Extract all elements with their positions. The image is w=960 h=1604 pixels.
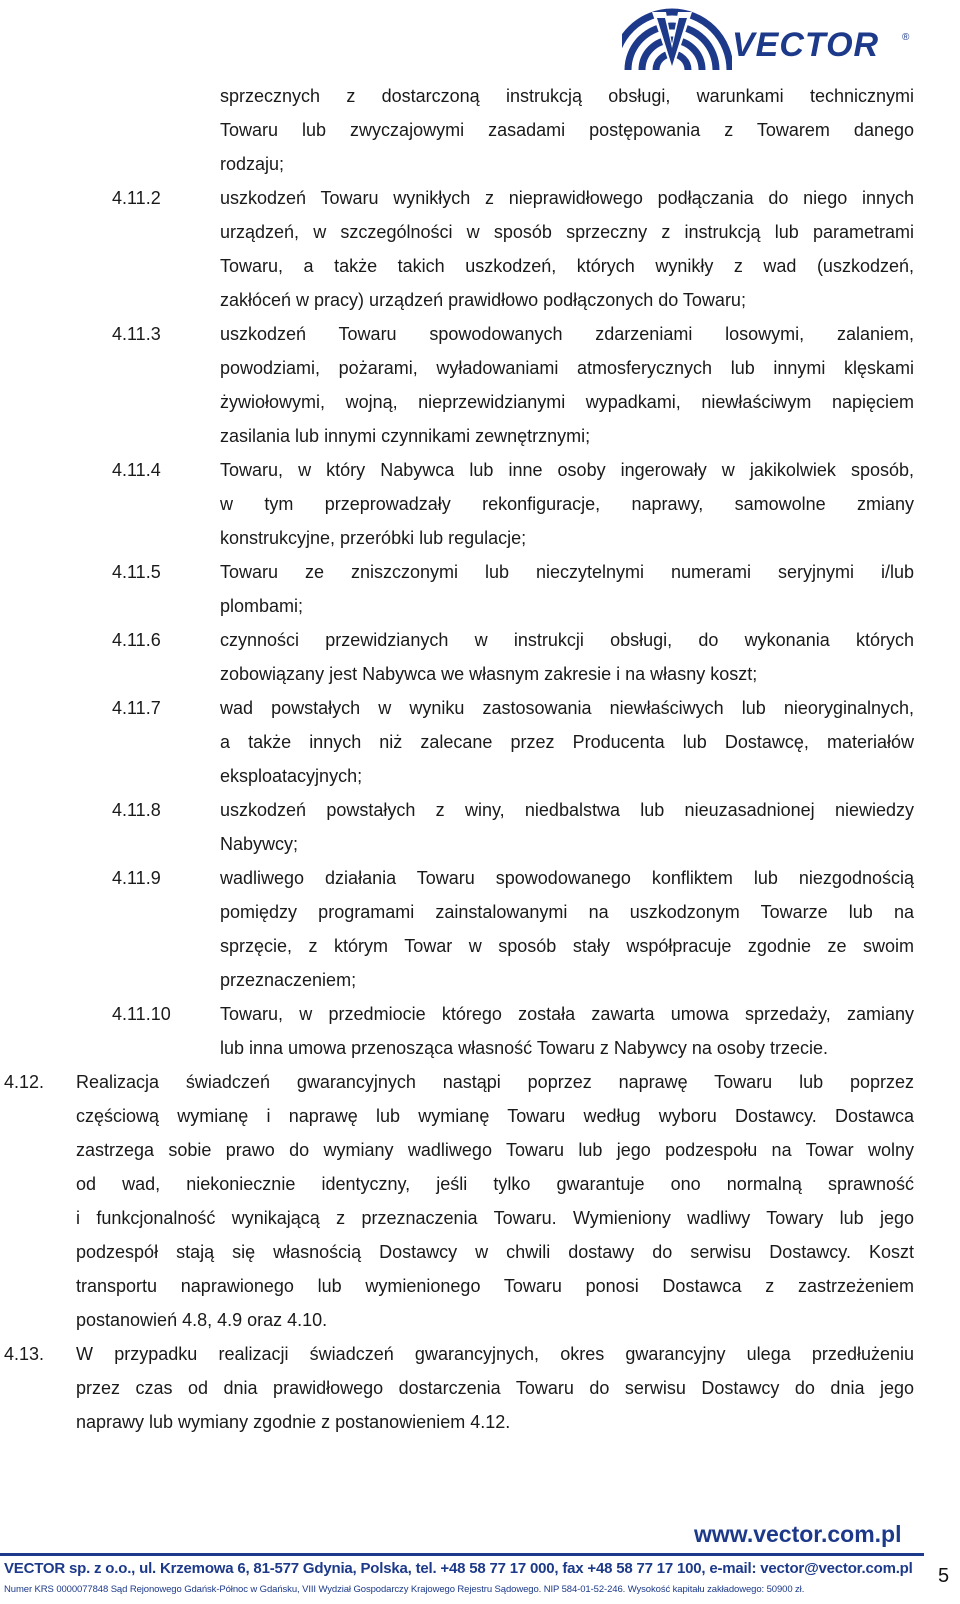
text-line: W przypadku realizacji świadczeń gwarancyjnych, okres gwarancyjny ulega przedłużeniu — [76, 1344, 914, 1364]
text-line: czynności przewidzianych w instrukcji obsługi, do wykonania których — [220, 630, 914, 650]
text-line: sprzęcie, z którym Towar w sposób stały współpracuje zgodnie ze swoim — [220, 936, 914, 956]
item-number: 4.12. — [4, 1072, 45, 1092]
text-line: lub inna umowa przenosząca własność Towaru z Nabywcy na osoby trzecie. — [220, 1038, 828, 1058]
text-line: eksploatacyjnych; — [220, 766, 363, 786]
item-number: 4.11.10 — [112, 1004, 171, 1024]
text-line: powodziami, pożarami, wyładowaniami atmosferycznych lub innymi klęskami — [220, 358, 914, 378]
item-number: 4.11.6 — [112, 630, 161, 650]
footer-company-address: VECTOR sp. z o.o., ul. Krzemowa 6, 81-577 Gdynia, Polska, tel. +48 58 77 17 000, fax +48 58 77 17 100, e-mail: vector@vector.com.pl — [4, 1560, 913, 1577]
item-number: 4.11.3 — [112, 324, 161, 344]
text-line: Towaru, w przedmiocie którego została zawarta umowa sprzedaży, zamiany — [220, 1004, 914, 1024]
text-line: częściową wymianę i naprawę lub wymianę Towaru według wyboru Dostawcy. Dostawca — [76, 1106, 914, 1126]
footer-registration-info: Numer KRS 0000077848 Sąd Rejonowego Gdańsk-Północ w Gdańsku, VIII Wydział Gospodarczy Krajowego Rejestru Sądowego. NIP 584-01-52-246. Wysokość kapitału zakładowego: 50900 zł. — [4, 1584, 805, 1595]
text-line: przez czas od dnia prawidłowego dostarczenia Towaru do serwisu Dostawcy do dnia jego — [76, 1378, 914, 1398]
text-line: naprawy lub wymiany zgodnie z postanowieniem 4.12. — [76, 1412, 511, 1432]
vector-logo-emblem-icon — [622, 4, 732, 74]
item-number: 4.11.5 — [112, 562, 161, 582]
vector-logo — [622, 4, 922, 74]
text-line: Towaru, w który Nabywca lub inne osoby ingerowały w jakikolwiek sposób, — [220, 460, 914, 480]
text-line: Towaru, a także takich uszkodzeń, których wynikły z wad (uszkodzeń, — [220, 256, 914, 276]
text-line: żywiołowymi, wojną, nieprzewidzianymi wypadkami, niewłaściwym napięciem — [220, 392, 914, 412]
text-line: uszkodzeń powstałych z winy, niedbalstwa lub nieuzasadnionej niewiedzy — [220, 800, 914, 820]
text-line: a także innych niż zalecane przez Producenta lub Dostawcę, materiałów — [220, 732, 914, 752]
text-line: i funkcjonalność wynikającą z przeznaczenia Towaru. Wymieniony wadliwy Towary lub jego — [76, 1208, 914, 1228]
text-line: wad powstałych w wyniku zastosowania niewłaściwych lub nieoryginalnych, — [220, 698, 914, 718]
text-line: rodzaju; — [220, 154, 285, 174]
item-number: 4.11.8 — [112, 800, 161, 820]
text-line: zastrzega sobie prawo do wymiany wadliwego Towaru lub jego podzespołu na Towar wolny — [76, 1140, 914, 1160]
text-line: pomiędzy programami zainstalowanymi na uszkodzonym Towarze lub na — [220, 902, 914, 922]
text-line: plombami; — [220, 596, 304, 616]
text-line: postanowień 4.8, 4.9 oraz 4.10. — [76, 1310, 328, 1330]
text-line: transportu naprawionego lub wymienionego Towaru ponosi Dostawca z zastrzeżeniem — [76, 1276, 914, 1296]
item-number: 4.11.2 — [112, 188, 161, 208]
item-number: 4.11.4 — [112, 460, 161, 480]
vector-logo-wordmark: VECTOR — [732, 26, 880, 64]
item-number: 4.11.7 — [112, 698, 161, 718]
text-line: w tym przeprowadzały rekonfiguracje, naprawy, samowolne zmiany — [220, 494, 914, 514]
item-number: 4.11.9 — [112, 868, 161, 888]
text-line: uszkodzeń Towaru spowodowanych zdarzeniami losowymi, zalaniem, — [220, 324, 914, 344]
text-line: Towaru ze zniszczonymi lub nieczytelnymi numerami seryjnymi i/lub — [220, 562, 914, 582]
text-line: podzespół stają się własnością Dostawcy w chwili dostawy do serwisu Dostawcy. Koszt — [76, 1242, 914, 1262]
footer-website: www.vector.com.pl — [694, 1521, 902, 1547]
text-line: sprzecznych z dostarczoną instrukcją obsługi, warunkami technicznymi — [220, 86, 914, 106]
text-line: konstrukcyjne, przeróbki lub regulacje; — [220, 528, 527, 548]
text-line: od wad, niekoniecznie identyczny, jeśli tylko gwarantuje ono normalną sprawność — [76, 1174, 914, 1194]
text-line: urządzeń, w szczególności w sposób sprzeczny z instrukcją lub parametrami — [220, 222, 914, 242]
text-line: przeznaczeniem; — [220, 970, 357, 990]
item-number: 4.13. — [4, 1344, 45, 1364]
text-line: wadliwego działania Towaru spowodowanego konfliktem lub niezgodnością — [220, 868, 914, 888]
page-number: 5 — [938, 1565, 950, 1587]
text-line: zobowiązany jest Nabywca we własnym zakresie i na własny koszt; — [220, 664, 758, 684]
text-line: zakłóceń w pracy) urządzeń prawidłowo podłączonych do Towaru; — [220, 290, 746, 310]
footer-divider — [0, 1553, 924, 1556]
text-line: Nabywcy; — [220, 834, 299, 854]
registered-mark: ® — [902, 32, 910, 43]
text-line: uszkodzeń Towaru wynikłych z nieprawidłowego podłączania do niego innych — [220, 188, 914, 208]
text-line: Realizacja świadczeń gwarancyjnych nastąpi poprzez naprawę Towaru lub poprzez — [76, 1072, 914, 1092]
text-line: zasilania lub innymi czynnikami zewnętrznymi; — [220, 426, 591, 446]
text-line: Towaru lub zwyczajowymi zasadami postępowania z Towarem danego — [220, 120, 914, 140]
